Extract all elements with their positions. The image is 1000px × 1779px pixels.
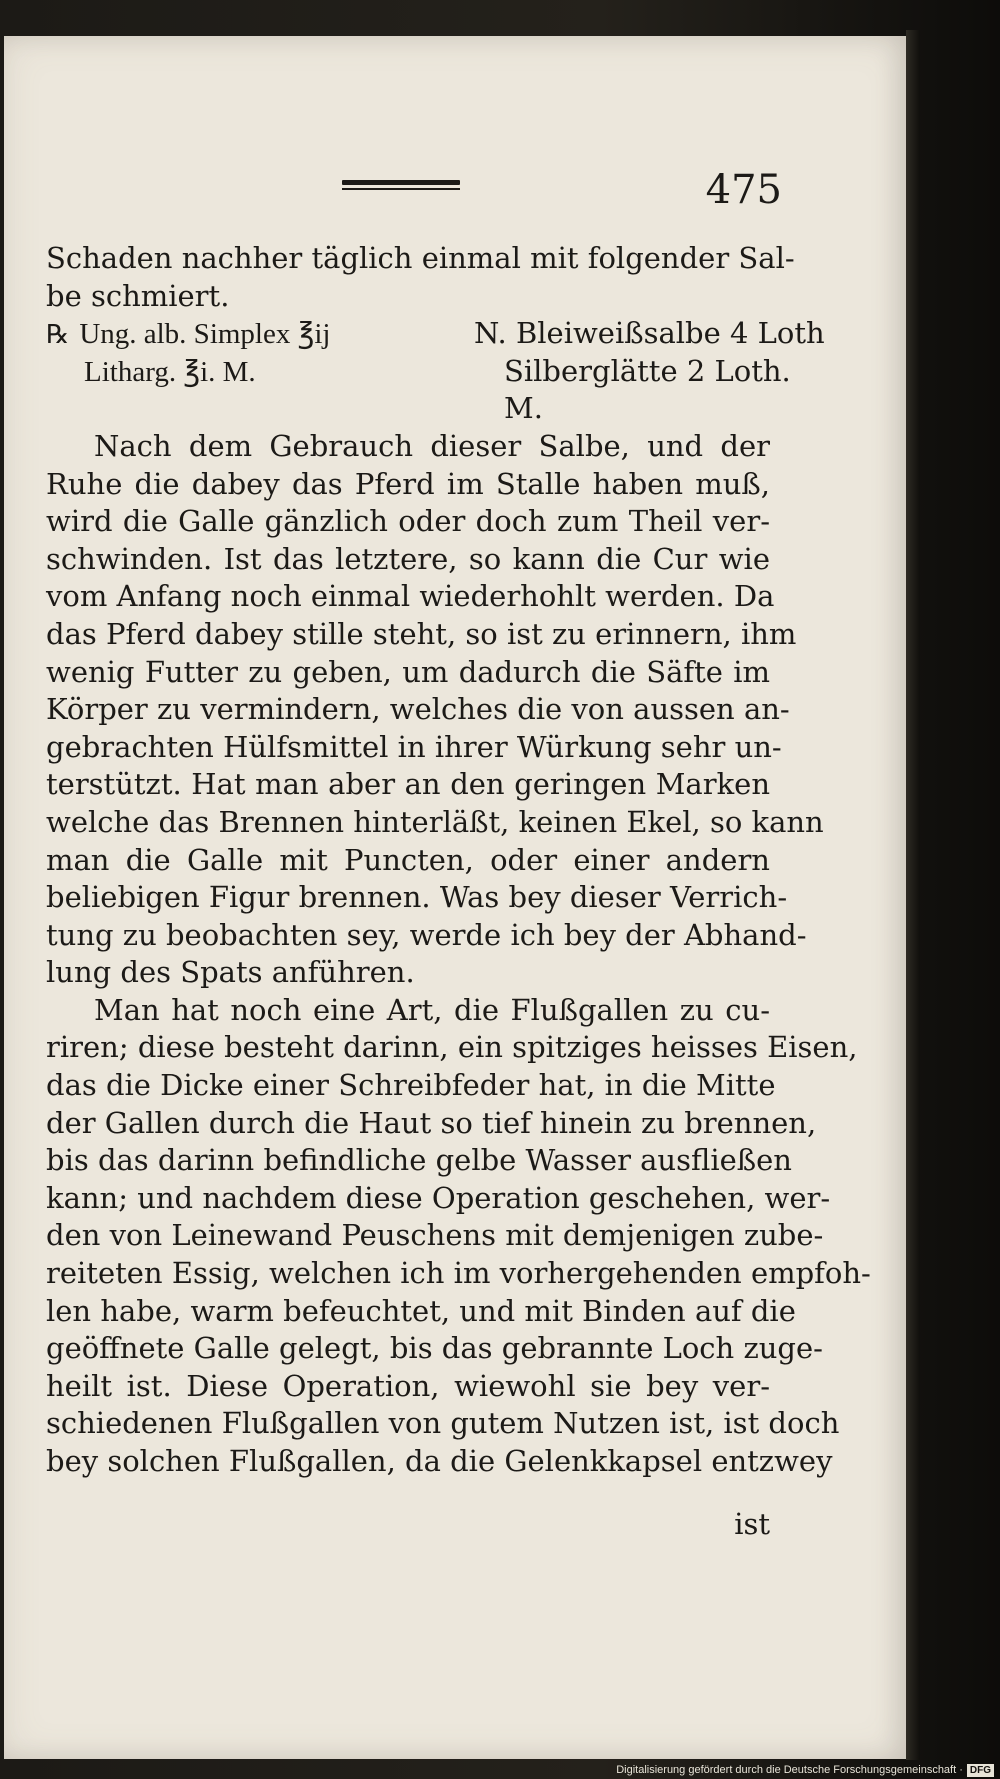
text-line: bey solchen Flußgallen, da die Gelenkkapsel entzwey: [46, 1444, 833, 1478]
recipe-german-line: N. Bleiweißsalbe 4 Loth: [474, 316, 825, 351]
text-line: der Gallen durch die Haut so tief hinein zu brennen,: [46, 1105, 817, 1140]
text-line: welche das Brennen hinterläßt, keinen Ekel, so kann: [46, 804, 824, 839]
recipe-row-3: [46, 390, 770, 428]
text-line: tung zu beobachten sey, werde ich bey der Abhand-: [46, 917, 807, 952]
text-line: schwinden. Ist das letztere, so kann die Cur wie: [46, 541, 770, 576]
page-edge-shadow: [906, 30, 920, 1760]
header-rule-thick: [342, 180, 460, 185]
recipe-symbol: ℞: [46, 320, 70, 351]
text-line: schiedenen Flußgallen von gutem Nutzen ist, ist doch: [46, 1406, 840, 1441]
text-line: len habe, warm befeuchtet, und mit Binden auf die: [46, 1293, 796, 1328]
recipe-row-2: [46, 353, 791, 391]
text-line: vom Anfang noch einmal wiederhohlt werden. Da: [46, 579, 775, 614]
recipe-latin-line: Litharg. ℥i. M.: [84, 355, 256, 388]
text-line: wenig Futter zu geben, um dadurch die Säfte im: [46, 654, 770, 689]
text-line: man die Galle mit Puncten, oder einer andern: [46, 842, 770, 877]
text-line: be schmiert.: [46, 278, 230, 313]
text-line: Nach dem Gebrauch dieser Salbe, und der: [94, 428, 770, 463]
text-line: lung des Spats anführen.: [46, 955, 415, 990]
text-line: bis das darinn befindliche gelbe Wasser ausfließen: [46, 1143, 792, 1178]
catchword: ist: [734, 1507, 770, 1541]
text-line: das die Dicke einer Schreibfeder hat, in die Mitte: [46, 1068, 776, 1103]
text-line: terstützt. Hat man aber an den geringen Marken: [46, 767, 770, 802]
page-number: 475: [705, 167, 782, 213]
credit-text: Digitalisierung gefördert durch die Deutsche Forschungsgemeinschaft ·: [616, 1764, 963, 1776]
text-line: wird die Galle gänzlich oder doch zum Theil ver-: [46, 504, 770, 539]
text-line: kann; und nachdem diese Operation geschehen, wer-: [46, 1180, 831, 1215]
header-rule-thin: [342, 188, 460, 190]
text-line: reiteten Essig, welchen ich im vorhergehenden empfoh-: [46, 1256, 871, 1291]
text-line: Körper zu vermindern, welches die von aussen an-: [46, 692, 790, 727]
dfg-logo: DFG: [967, 1764, 994, 1777]
recipe-latin-line: Ung. alb. Simplex ℥ij: [79, 318, 331, 351]
text-line: den von Leinewand Peuschens mit demjenigen zube-: [46, 1218, 824, 1253]
page-text: [46, 240, 871, 1481]
text-line: Man hat noch eine Art, die Flußgallen zu cu-: [94, 992, 770, 1027]
recipe-german-line: Silberglätte 2 Loth.: [504, 353, 791, 388]
text-line: beliebigen Figur brennen. Was bey dieser Verrich-: [46, 880, 788, 915]
digitization-credit: [560, 1762, 994, 1778]
text-line: Ruhe die dabey das Pferd im Stalle haben muß,: [46, 466, 770, 501]
recipe-row-1: [46, 315, 825, 353]
text-line: geöffnete Galle gelegt, bis das gebrannte Loch zuge-: [46, 1331, 823, 1366]
header-ornament-rule: [342, 180, 460, 191]
recipe-german-line: M.: [504, 391, 543, 426]
text-line: Schaden nachher täglich einmal mit folgender Sal-: [46, 241, 795, 275]
text-line: das Pferd dabey stille steht, so ist zu erinnern, ihm: [46, 616, 797, 651]
text-line: heilt ist. Diese Operation, wiewohl sie bey ver-: [46, 1368, 770, 1403]
text-line: riren; diese besteht darinn, ein spitziges heisses Eisen,: [46, 1030, 858, 1065]
text-line: gebrachten Hülfsmittel in ihrer Würkung sehr un-: [46, 729, 782, 764]
